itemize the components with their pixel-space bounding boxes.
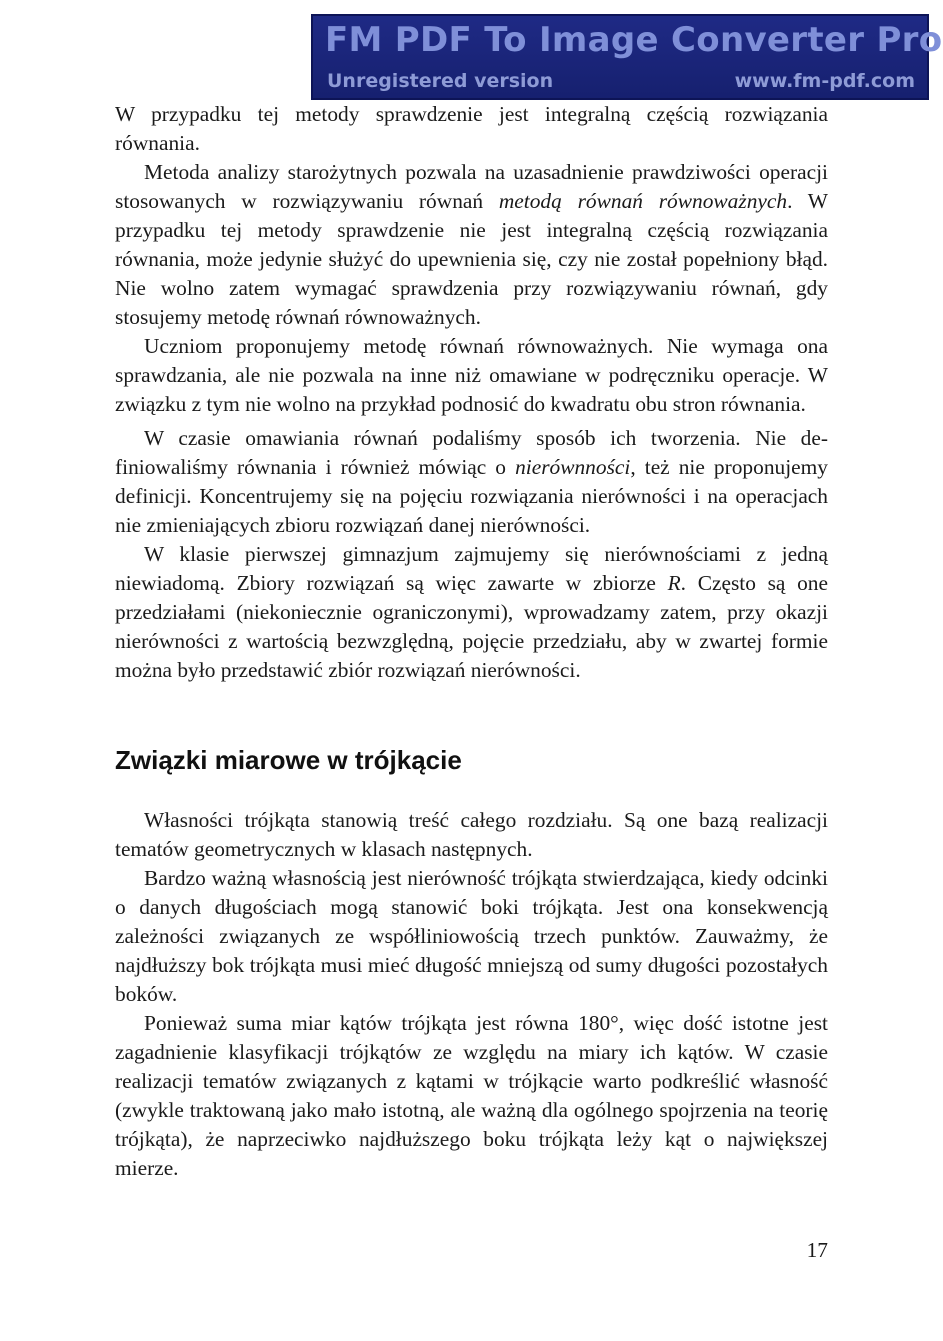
paragraph-4-text-a: W czasie omawiania równań podaliśmy sposób ich tworzenia. Nie definiowaliśmy równania i również mówiąc o xyxy=(115,426,828,479)
paragraph-5-emphasis: R xyxy=(667,571,681,595)
page-number: 17 xyxy=(806,1238,828,1262)
page-body xyxy=(115,100,828,1183)
watermark-title: FM PDF To Image Converter Pro xyxy=(325,20,943,60)
paragraph-2-text-a: Metoda analizy starożytnych pozwala na uzasadnienie prawdziwości operacji stosowanych w rozwiązywaniu równań xyxy=(115,160,828,213)
watermark-subtitle: Unregistered version xyxy=(327,70,554,92)
section-heading: Związki miarowe w trójkącie xyxy=(115,745,462,775)
paragraph-5-text-a: W klasie pierwszej gimnazjum zajmujemy się nierównościami z jedną niewiadomą. Zbiory rozwiązań są więc zawarte w zbiorze xyxy=(115,542,828,595)
paragraph-5 xyxy=(115,540,828,685)
paragraph-4-text-b: , też nie proponujemy definicji. Koncentrujemy się na pojęciu rozwiązania nierówności i na operacjach nie zmieniających zbioru rozwiązań danej nierówności. xyxy=(115,455,828,537)
paragraph-7: Bardzo ważną własnością jest nierówność trójkąta stwierdzająca, kiedy odcinki o danych długościach mogą stanowić boki trójkąta. Jest ona konsekwencją zależności związanych ze współliniowością trzech punktów. Zauważmy, że najdłuższy bok trójkąta musi mieć długość mniejszą od sumy długości pozostałych boków. xyxy=(115,866,828,1006)
paragraph-6: Własności trójkąta stanowią treść całego rozdziału. Są one bazą realizacji tematów geometrycznych w klasach następnych. xyxy=(115,808,828,861)
paragraph-5-text-b: . Często są one przedziałami (niekoniecznie ograniczonymi), wprowadzamy zatem, przy okazji nierówności z wartością bezwzględną, pojęcie przedziału, aby w zwartej formie można było przedstawić zbiór rozwiązań nierówności. xyxy=(115,571,828,682)
paragraph-2-emphasis: metodą równań równoważnych xyxy=(498,189,788,213)
watermark-url: www.fm-pdf.com xyxy=(734,70,915,92)
paragraph-4 xyxy=(115,424,828,540)
paragraph-2 xyxy=(115,158,828,332)
paragraph-8: Ponieważ suma miar kątów trójkąta jest równa 180°, więc dość istotne jest zagadnienie klasyfikacji trójkątów ze względu na miary ich kątów. W czasie realizacji tematów związanych z kątami w trójkącie warto podkreślić własność (zwykle traktowaną jako mało istotną, ale ważną dla ogólnego spojrzenia na teorię trójkąta), że naprzeciwko najdłuższego boku trójkąta leży kąt o największej mierze. xyxy=(115,1011,828,1180)
paragraph-4-emphasis: nierównności xyxy=(515,455,631,479)
paragraph-1: W przypadku tej metody sprawdzenie jest integralną częścią rozwiązania równania. xyxy=(115,102,828,155)
watermark-banner xyxy=(311,14,943,100)
paragraph-2-text-b: . W przypadku tej metody sprawdzenie nie jest integralną częścią rozwiązania równania, może jedynie służyć do upewnienia się, czy nie został popełniony błąd. Nie wolno zatem wymagać sprawdzenia przy rozwiązywaniu równań, gdy stosujemy metodę równań równoważnych. xyxy=(115,189,828,329)
paragraph-3: Uczniom proponujemy metodę równań równoważnych. Nie wymaga ona sprawdzania, ale nie pozwala na inne niż omawiane w podręczniku operacje. W związku z tym nie wolno na przykład podnosić do kwadratu obu stron równania. xyxy=(115,334,828,416)
